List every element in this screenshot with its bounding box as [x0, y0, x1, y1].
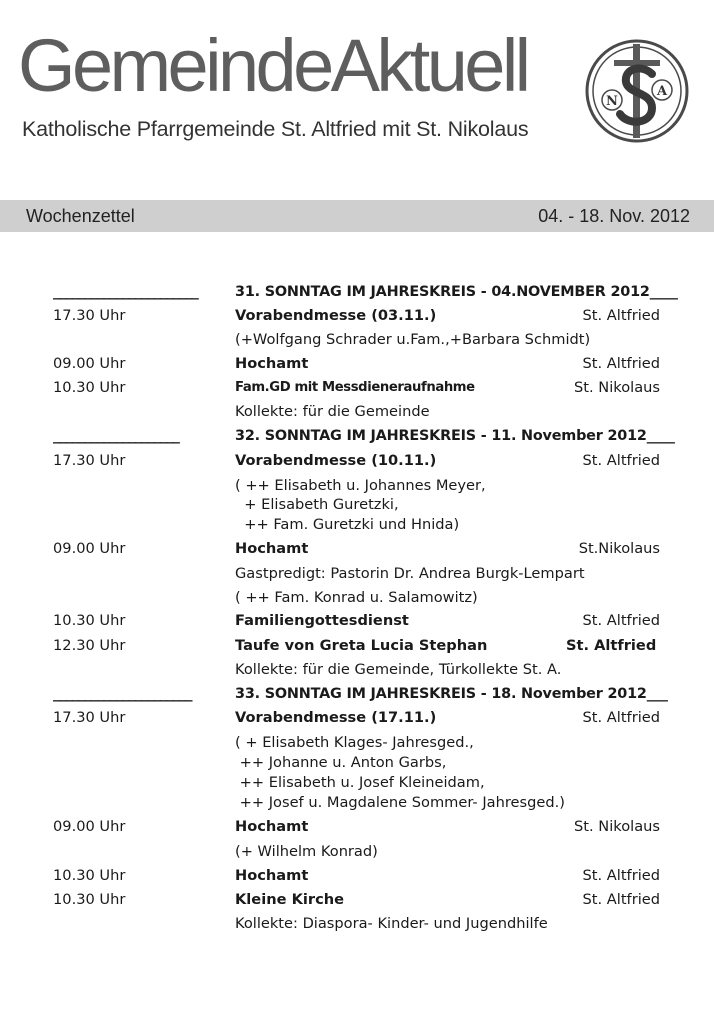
schedule-row: [0, 659, 714, 681]
row-event: Hochamt: [235, 818, 309, 835]
row-divider: ______________________: [53, 685, 192, 702]
week-heading: 32. SONNTAG IM JAHRESKREIS - 11. November 2012____: [235, 428, 675, 444]
schedule-row: [0, 377, 714, 399]
row-time: 12.30 Uhr: [53, 637, 126, 654]
row-note: ++ Elisabeth u. Josef Kleineidam,: [235, 774, 485, 791]
row-note: Kollekte: für die Gemeinde, Türkollekte St. A.: [235, 661, 562, 678]
row-time: 09.00 Uhr: [53, 818, 126, 835]
row-location: St. Altfried: [582, 452, 660, 469]
row-location: St. Altfried: [582, 867, 660, 884]
row-event: Fam.GD mit Messdieneraufnahme: [235, 380, 475, 395]
row-event: Hochamt: [235, 867, 309, 884]
schedule-row: [0, 707, 714, 729]
week-header-row: [0, 425, 714, 447]
row-note: Gastpredigt: Pastorin Dr. Andrea Burgk-Lempart: [235, 565, 585, 582]
week-header-row: [0, 281, 714, 303]
week-heading: 31. SONNTAG IM JAHRESKREIS - 04.NOVEMBER 2012____: [235, 284, 678, 300]
schedule-row: [0, 635, 714, 657]
schedule-row: [0, 889, 714, 911]
page-title: GemeindeAktuell: [18, 24, 528, 107]
schedule-row: [0, 792, 714, 814]
schedule-row: [0, 865, 714, 887]
row-event: Vorabendmesse (10.11.): [235, 452, 437, 469]
svg-text:N: N: [606, 94, 618, 109]
schedule-row: [0, 538, 714, 560]
schedule-row: [0, 305, 714, 327]
page-subtitle: Katholische Pfarrgemeinde St. Altfried mit St. Nikolaus: [22, 117, 529, 141]
schedule-row: [0, 752, 714, 774]
schedule-row: [0, 563, 714, 585]
row-note: ++ Josef u. Magdalene Sommer- Jahresged.): [235, 794, 565, 811]
row-location: St. Nikolaus: [574, 379, 660, 396]
row-location: St. Altfried: [582, 355, 660, 372]
week-header-row: [0, 683, 714, 705]
row-time: 10.30 Uhr: [53, 891, 126, 908]
schedule-row: [0, 610, 714, 632]
row-location: St. Altfried: [582, 612, 660, 629]
svg-text:A: A: [656, 84, 668, 99]
schedule-row: [0, 450, 714, 472]
row-location: St. Altfried: [566, 637, 657, 654]
row-time: 09.00 Uhr: [53, 355, 126, 372]
row-divider: ____________________: [53, 427, 179, 444]
schedule-row: [0, 816, 714, 838]
row-note: ( ++ Fam. Konrad u. Salamowitz): [235, 589, 478, 606]
row-event: Hochamt: [235, 355, 309, 372]
row-event: Vorabendmesse (17.11.): [235, 709, 437, 726]
schedule-row: [0, 401, 714, 423]
row-location: St. Altfried: [582, 891, 660, 908]
row-location: St. Altfried: [582, 709, 660, 726]
schedule-row: [0, 772, 714, 794]
schedule-row: [0, 841, 714, 863]
row-time: 17.30 Uhr: [53, 307, 126, 324]
row-time: 10.30 Uhr: [53, 867, 126, 884]
row-time: 10.30 Uhr: [53, 379, 126, 396]
row-event: Vorabendmesse (03.11.): [235, 307, 437, 324]
row-location: St. Nikolaus: [574, 818, 660, 835]
schedule-row: [0, 353, 714, 375]
schedule-row: [0, 514, 714, 536]
row-location: St.Nikolaus: [578, 540, 660, 557]
week-heading: 33. SONNTAG IM JAHRESKREIS - 18. November 2012___: [235, 686, 668, 702]
schedule-row: [0, 494, 714, 516]
row-note: ++ Johanne u. Anton Garbs,: [235, 754, 447, 771]
schedule-row: [0, 329, 714, 351]
row-note: Kollekte: Diaspora- Kinder- und Jugendhilfe: [235, 915, 548, 932]
row-time: 09.00 Uhr: [53, 540, 126, 557]
row-location: St. Altfried: [582, 307, 660, 324]
row-event: Hochamt: [235, 540, 309, 557]
schedule-row: [0, 587, 714, 609]
row-time: 17.30 Uhr: [53, 709, 126, 726]
schedule-row: [0, 913, 714, 935]
row-note: Kollekte: für die Gemeinde: [235, 403, 430, 420]
row-note: ++ Fam. Guretzki und Hnida): [235, 516, 460, 533]
band-date-range: 04. - 18. Nov. 2012: [538, 206, 690, 226]
row-divider: _______________________: [53, 283, 198, 300]
row-event: Taufe von Greta Lucia Stephan: [235, 637, 488, 654]
row-time: 10.30 Uhr: [53, 612, 126, 629]
row-note: (+ Wilhelm Konrad): [235, 843, 378, 860]
row-note: (+Wolfgang Schrader u.Fam.,+Barbara Schmidt): [235, 331, 591, 348]
row-time: 17.30 Uhr: [53, 452, 126, 469]
row-note: + Elisabeth Guretzki,: [235, 496, 399, 513]
row-event: Kleine Kirche: [235, 891, 345, 908]
row-event: Familiengottesdienst: [235, 612, 409, 629]
row-note: ( ++ Elisabeth u. Johannes Meyer,: [235, 477, 486, 494]
band-label: Wochenzettel: [26, 206, 135, 226]
schedule-row: [0, 732, 714, 754]
row-note: ( + Elisabeth Klages- Jahresged.,: [235, 734, 474, 751]
